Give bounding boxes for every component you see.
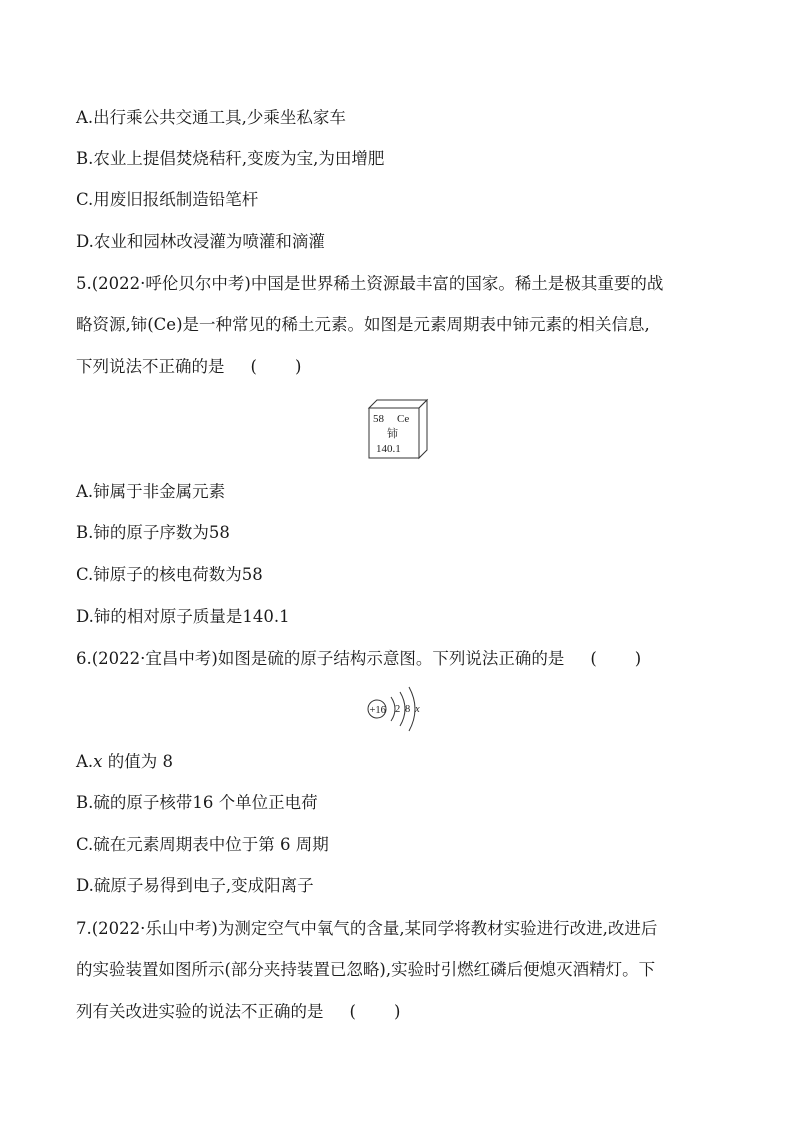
- q6-option-a: A.x 的值为 8: [76, 752, 173, 771]
- q5-option-a: A.铈属于非金属元素: [76, 482, 226, 501]
- q5-stem-text: 下列说法不正确的是: [76, 357, 225, 376]
- q7-stem-line1: 7.(2022·乐山中考)为测定空气中氧气的含量,某同学将教材实验进行改进,改进后: [76, 919, 658, 938]
- element-cube-figure: [367, 398, 429, 460]
- cerium-element-card: [367, 398, 429, 464]
- answer-blank: ( ): [590, 649, 642, 668]
- shell-1-electrons: 2: [395, 704, 401, 715]
- element-name: 铈: [387, 428, 398, 440]
- q5-option-c: C.铈原子的核电荷数为58: [76, 565, 263, 584]
- variable-x: x: [93, 752, 103, 771]
- shell-3-electrons: x: [415, 704, 420, 715]
- q4-option-a: A.出行乘公共交通工具,少乘坐私家车: [76, 108, 346, 127]
- shell-2-electrons: 8: [405, 704, 411, 715]
- q4-option-c: C.用废旧报纸制造铅笔杆: [76, 190, 259, 209]
- q6-option-c: C.硫在元素周期表中位于第 6 周期: [76, 835, 329, 854]
- q7-stem-text: 列有关改进实验的说法不正确的是: [76, 1002, 324, 1021]
- q6-option-d: D.硫原子易得到电子,变成阳离子: [76, 876, 314, 895]
- answer-blank: ( ): [349, 1002, 401, 1021]
- atomic-number: 58: [373, 413, 384, 425]
- q5-option-b: B.铈的原子序数为58: [76, 523, 230, 542]
- q5-stem-line3: [76, 355, 301, 379]
- nucleus-charge: +16: [369, 705, 386, 716]
- sulfur-atom-structure: [366, 684, 430, 738]
- q5-stem-line1: 5.(2022·呼伦贝尔中考)中国是世界稀土资源最丰富的国家。稀土是极其重要的战: [76, 274, 664, 293]
- q6-stem-text: 6.(2022·宜昌中考)如图是硫的原子结构示意图。下列说法正确的是: [76, 649, 565, 668]
- q4-option-d: D.农业和园林改浸灌为喷灌和滴灌: [76, 232, 325, 251]
- q7-stem-line2: 的实验装置如图所示(部分夹持装置已忽略),实验时引燃红磷后便熄灭酒精灯。下: [76, 960, 656, 979]
- element-symbol: Ce: [397, 413, 410, 425]
- q5-option-d: D.铈的相对原子质量是140.1: [76, 607, 290, 626]
- atomic-mass: 140.1: [376, 443, 401, 455]
- q5-stem-line2: 略资源,铈(Ce)是一种常见的稀土元素。如图是元素周期表中铈元素的相关信息,: [76, 315, 650, 334]
- answer-blank: ( ): [250, 357, 302, 376]
- q6-stem-line1: [76, 647, 641, 671]
- atom-structure-figure: [366, 684, 430, 734]
- q6-option-b: B.硫的原子核带16 个单位正电荷: [76, 793, 318, 812]
- q7-stem-line3: [76, 1000, 400, 1024]
- q4-option-b: B.农业上提倡焚烧秸秆,变废为宝,为田增肥: [76, 149, 385, 168]
